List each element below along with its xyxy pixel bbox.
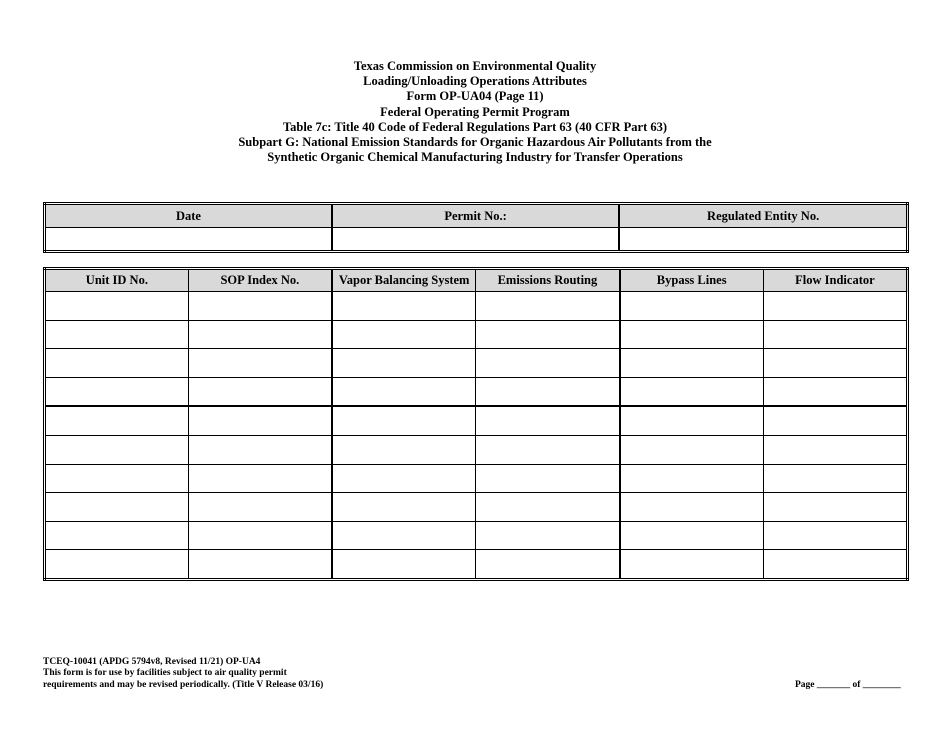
sop-index-cell[interactable] [188,464,332,493]
flow-indicator-cell[interactable] [763,464,907,493]
vapor-balancing-cell[interactable] [332,550,476,580]
vapor-balancing-cell[interactable] [332,435,476,464]
unit-id-cell[interactable] [45,464,189,493]
table-row [45,377,908,406]
form-footer [43,657,323,691]
date-header: Date [45,204,332,228]
program-name: Federal Operating Permit Program [380,104,570,119]
form-id-line: TCEQ-10041 (APDG 5794v8, Revised 11/21) OP-UA4 [43,657,261,667]
vapor-balancing-cell[interactable] [332,521,476,550]
sop-index-cell[interactable] [188,349,332,378]
flow-indicator-cell[interactable] [763,292,907,321]
flow-indicator-cell[interactable] [763,550,907,580]
unit-id-cell[interactable] [45,349,189,378]
form-header [0,59,950,165]
sop-index-cell[interactable] [188,320,332,349]
table-row [45,349,908,378]
date-field[interactable] [45,228,332,252]
vapor-balancing-header: Vapor Balancing System [332,269,476,292]
bypass-lines-cell[interactable] [620,377,764,406]
bypass-lines-cell[interactable] [620,435,764,464]
emissions-routing-cell[interactable] [476,292,620,321]
flow-indicator-cell[interactable] [763,435,907,464]
flow-indicator-cell[interactable] [763,493,907,522]
sop-index-cell[interactable] [188,493,332,522]
vapor-balancing-cell[interactable] [332,493,476,522]
sop-index-cell[interactable] [188,377,332,406]
permit-info-table [43,202,909,253]
unit-id-cell[interactable] [45,493,189,522]
subpart-title-line2: Synthetic Organic Chemical Manufacturing Industry for Transfer Operations [267,150,683,165]
sop-index-cell[interactable] [188,550,332,580]
vapor-balancing-cell[interactable] [332,349,476,378]
flow-indicator-cell[interactable] [763,349,907,378]
emissions-routing-cell[interactable] [476,349,620,378]
unit-id-header: Unit ID No. [45,269,189,292]
regulated-entity-header: Regulated Entity No. [619,204,907,228]
table-title: Table 7c: Title 40 Code of Federal Regulations Part 63 (40 CFR Part 63) [282,119,668,134]
flow-indicator-header: Flow Indicator [763,269,907,292]
emissions-routing-cell[interactable] [476,521,620,550]
permit-no-header: Permit No.: [332,204,619,228]
unit-id-cell[interactable] [45,320,189,349]
vapor-balancing-cell[interactable] [332,464,476,493]
table-row [45,292,908,321]
table-row [45,521,908,550]
unit-id-cell[interactable] [45,292,189,321]
bypass-lines-cell[interactable] [620,349,764,378]
table-row [45,493,908,522]
table-row [45,435,908,464]
unit-id-cell[interactable] [45,521,189,550]
emissions-routing-cell[interactable] [476,377,620,406]
unit-id-cell[interactable] [45,377,189,406]
table-row [45,464,908,493]
flow-indicator-cell[interactable] [763,377,907,406]
emissions-routing-header: Emissions Routing [476,269,620,292]
vapor-balancing-cell[interactable] [332,406,476,435]
unit-id-cell[interactable] [45,550,189,580]
usage-note-line2: requirements and may be revised periodically. (Title V Release 03/16) [43,679,324,690]
sop-index-cell[interactable] [188,521,332,550]
usage-note-line1: This form is for use by facilities subject to air quality permit [43,668,287,679]
agency-name: Texas Commission on Environmental Quality [353,59,597,73]
emissions-routing-cell[interactable] [476,406,620,435]
sop-index-cell[interactable] [188,406,332,435]
emissions-routing-cell[interactable] [476,435,620,464]
permit-no-field[interactable] [332,228,619,252]
sop-index-header: SOP Index No. [188,269,332,292]
sop-index-cell[interactable] [188,435,332,464]
vapor-balancing-cell[interactable] [332,292,476,321]
unit-id-cell[interactable] [45,435,189,464]
bypass-lines-cell[interactable] [620,550,764,580]
table-row [45,320,908,349]
attributes-table [43,267,909,581]
emissions-routing-cell[interactable] [476,320,620,349]
bypass-lines-cell[interactable] [620,292,764,321]
emissions-routing-cell[interactable] [476,550,620,580]
flow-indicator-cell[interactable] [763,320,907,349]
sop-index-cell[interactable] [188,292,332,321]
form-number: Form OP-UA04 (Page 11) [406,89,544,104]
bypass-lines-cell[interactable] [620,406,764,435]
bypass-lines-cell[interactable] [620,493,764,522]
bypass-lines-cell[interactable] [620,320,764,349]
bypass-lines-header: Bypass Lines [620,269,764,292]
flow-indicator-cell[interactable] [763,406,907,435]
flow-indicator-cell[interactable] [763,521,907,550]
vapor-balancing-cell[interactable] [332,320,476,349]
emissions-routing-cell[interactable] [476,464,620,493]
subpart-title-line1: Subpart G: National Emission Standards for Organic Hazardous Air Pollutants from the [238,135,712,150]
form-subject: Loading/Unloading Operations Attributes [363,74,587,89]
table-row [45,406,908,435]
emissions-routing-cell[interactable] [476,493,620,522]
unit-id-cell[interactable] [45,406,189,435]
bypass-lines-cell[interactable] [620,521,764,550]
regulated-entity-field[interactable] [619,228,907,252]
table-row [45,550,908,580]
page-number: Page _______ of ________ [795,680,901,690]
vapor-balancing-cell[interactable] [332,377,476,406]
bypass-lines-cell[interactable] [620,464,764,493]
